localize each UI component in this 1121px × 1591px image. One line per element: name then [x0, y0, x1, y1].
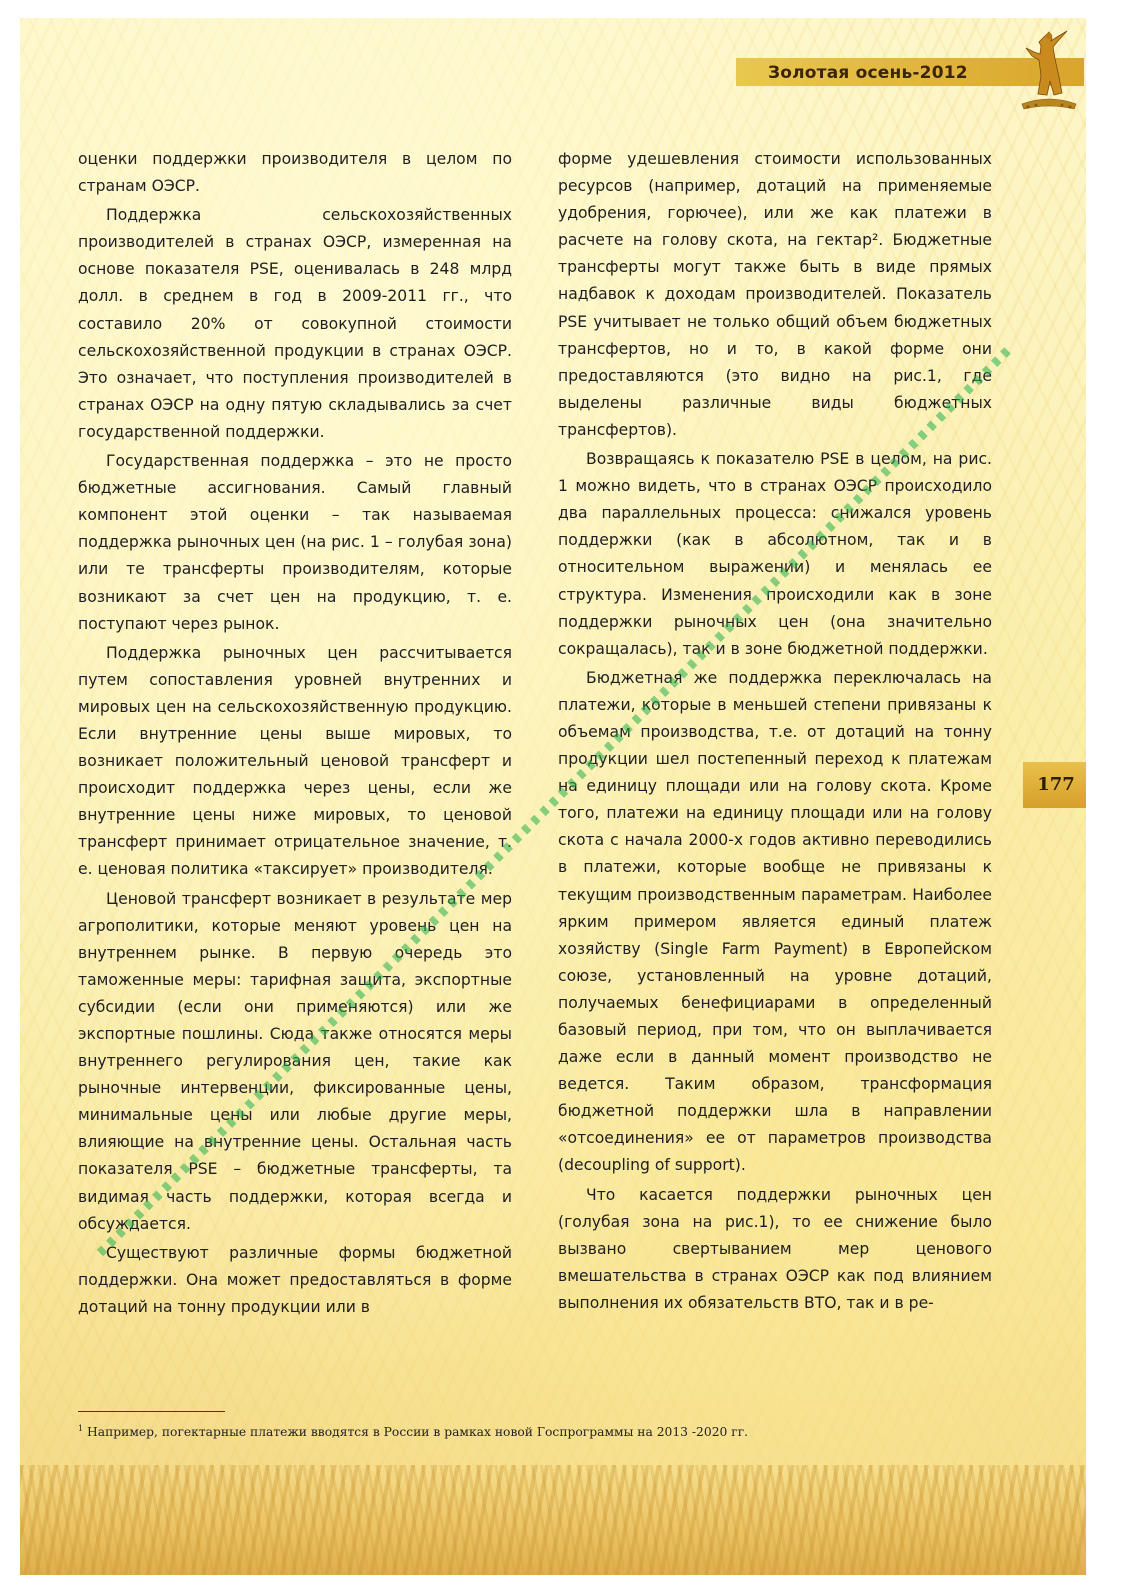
paragraph: Поддержка сельскохозяйственных производителей в странах ОЭСР, измеренная на основе показателя PSE, оценивалась в 248 млрд долл. в среднем в год в 2009-2011 гг., что составило 20% от совокупной стоимости сельскохозяйственной продукции в странах ОЭСР. Это означает, что поступления производителей в странах ОЭСР на одну пятую складывались за счет государственной поддержки. [78, 206, 512, 441]
footnote-divider [78, 1411, 225, 1412]
footnote-marker: 1 [78, 1424, 84, 1433]
magazine-title: Золотая осень-2012 [768, 63, 968, 83]
page-number: 177 [1037, 774, 1075, 795]
wheat-field-decoration [20, 1465, 1086, 1575]
paragraph: Государственная поддержка – это не просто бюджетные ассигнования. Самый главный компонент этой оценки – так называемая поддержка рыночных цен (на рис. 1 – голубая зона) или те трансферты производителям, которые возникают за счет цен на продукцию, т. е. поступают через рынок. [78, 452, 512, 633]
footnote [78, 1420, 978, 1441]
footnote-text: Например, погектарные платежи вводятся в России в рамках новой Госпрограммы на 2013 -2020 гг. [87, 1425, 749, 1440]
left-text-column [78, 146, 512, 1323]
right-text-column [558, 146, 992, 1319]
magazine-page [20, 18, 1086, 1575]
paragraph: оценки поддержки производителя в целом по странам ОЭСР. [78, 150, 512, 196]
paragraph: Поддержка рыночных цен рассчитывается путем сопоставления уровней внутренних и мировых цен на сельскохозяйственную продукцию. Если внутренние цены выше мировых, то возникает положительный ценовой трансферт и происходит поддержка через цены, если же внутренние цены ниже мировых, то ценовой трансферт принимает отрицательное значение, т. е. ценовая политика «таксирует» производителя. [78, 643, 512, 879]
statue-logo-icon [1016, 26, 1082, 112]
paragraph: Возвращаясь к показателю PSE в целом, на рис. 1 можно видеть, что в странах ОЭСР происходило два параллельных процесса: снижался уровень поддержки (как в абсолютном, так и в относительном выражении) и менялась ее структура. Изменения происходили как в зоне поддержки рыночных цен (она значительно сокращалась), так и в зоне бюджетной поддержки. [558, 450, 992, 658]
paragraph: Ценовой трансферт возникает в результате мер агрополитики, которые меняют уровень цен на внутреннем рынке. В первую очередь это таможенные меры: тарифная защита, экспортные субсидии (если они применяются) или же экспортные пошлины. Сюда также относятся меры внутреннего регулирования цен, такие как рыночные интервенции, фиксированные цены, минимальные цены или любые другие меры, влияющие на внутренние цены. Остальная часть показателя PSE – бюджетные трансферты, та видимая часть поддержки, которая всегда и обсуждается. [78, 889, 512, 1233]
paragraph: Существуют различные формы бюджетной поддержки. Она может предоставляться в форме дотаций на тонну продукции или в [78, 1243, 512, 1316]
paragraph: Бюджетная же поддержка переключалась на платежи, которые в меньшей степени привязаны к объемам производства, т.е. от дотаций на тонну продукции шел постепенный переход к платежам на единицу площади или на голову скота. Кроме того, платежи на единицу площади или на голову скота с начала 2000-х годов активно переводились в платежи, которые вообще не привязаны к текущим производственным параметрам. Наиболее ярким примером является единый платеж хозяйству (Single Farm Payment) в Европейском союзе, установленный на уровне дотаций, получаемых бенефициарами в определенный базовый период, при том, что он выплачивается даже если в данный момент производство не ведется. Таким образом, трансформация бюджетной поддержки шла в направлении «отсоединения» ее от параметров производства (decoupling of support). [558, 668, 992, 1175]
paragraph: Что касается поддержки рыночных цен (голубая зона на рис.1), то ее снижение было вызвано свертыванием мер ценового вмешательства в странах ОЭСР как под влиянием выполнения их обязательств ВТО, так и в ре- [558, 1185, 992, 1312]
paragraph: форме удешевления стоимости использованных ресурсов (например, дотаций на применяемые удобрения, горючее), или же как платежи в расчете на голову скота, на гектар². Бюджетные трансферты могут также быть в виде прямых надбавок к доходам производителей. Показатель PSE учитывает не только общий объем бюджетных трансфертов, но и то, в какой форме они предоставляются (это видно на рис.1, где выделены различные виды бюджетных трансфертов). [558, 150, 992, 439]
